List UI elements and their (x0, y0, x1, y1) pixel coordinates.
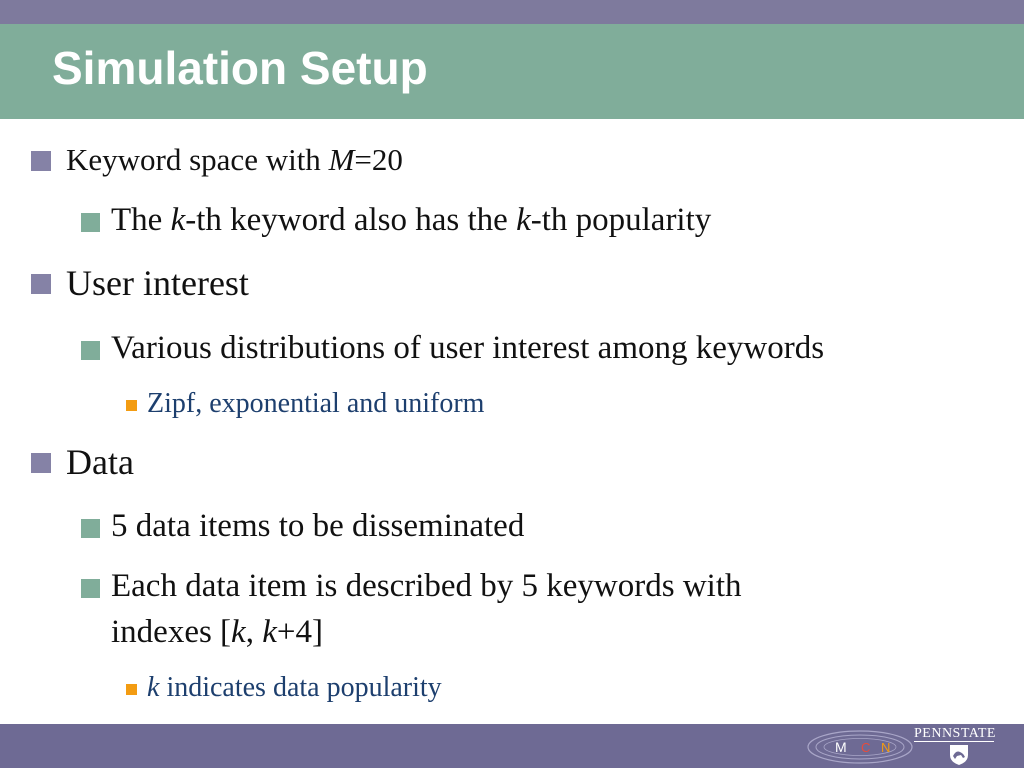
bullet-keyword-space: Keyword space with M=20 (66, 140, 403, 180)
square-bullet-icon (81, 579, 100, 598)
bullet-data: Data (66, 440, 134, 484)
bullet-kth-popularity: The k-th keyword also has the k-th popularity (111, 197, 711, 243)
bullet-user-interest: User interest (66, 261, 249, 305)
pennstate-logo (910, 726, 1020, 766)
logo-letter-c: C (861, 740, 871, 755)
square-bullet-icon (31, 453, 51, 473)
square-bullet-icon (81, 519, 100, 538)
bullet-data-items: 5 data items to be disseminated (111, 503, 524, 549)
square-bullet-icon (31, 151, 51, 171)
nittany-lion-shield-icon (948, 744, 970, 766)
square-bullet-icon (31, 274, 51, 294)
mcn-lab-logo (805, 729, 915, 765)
logo-divider (914, 741, 994, 742)
slide-title: Simulation Setup (52, 42, 428, 94)
logo-letter-n: N (881, 740, 891, 755)
square-bullet-icon (126, 684, 137, 695)
logo-letter-m: M (835, 739, 847, 755)
square-bullet-icon (126, 400, 137, 411)
square-bullet-icon (81, 341, 100, 360)
top-bar (0, 0, 1024, 24)
square-bullet-icon (81, 213, 100, 232)
bullet-described: Each data item is described by 5 keywords with indexes [k, k+4] (111, 563, 742, 655)
bullet-indicates: k indicates data popularity (147, 671, 442, 705)
bullet-distributions: Various distributions of user interest among keywords (111, 325, 824, 371)
bullet-zipf: Zipf, exponential and uniform (147, 387, 484, 421)
pennstate-wordmark: PENNSTATE (914, 726, 996, 741)
